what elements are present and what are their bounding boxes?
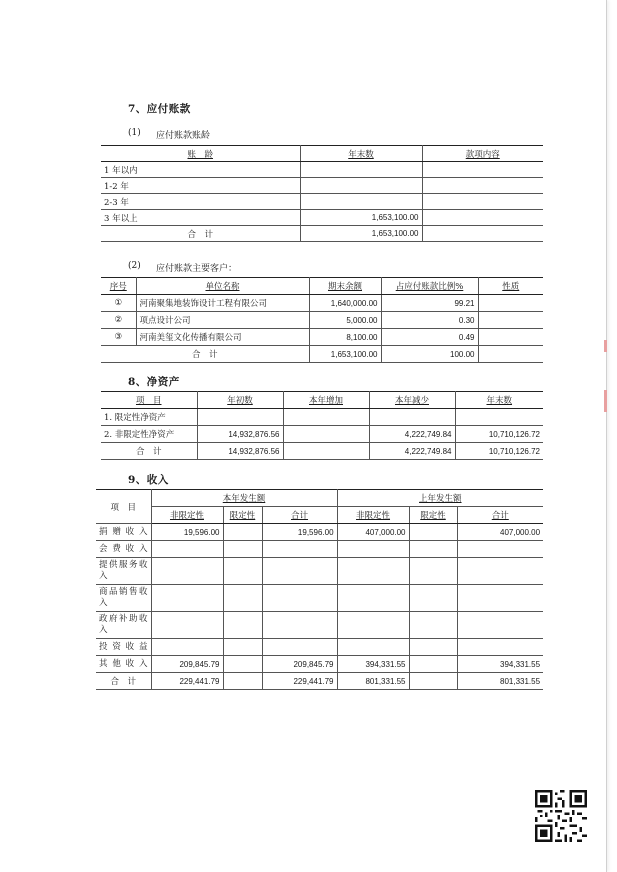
cell [262, 612, 337, 639]
cell: 801,331.55 [457, 673, 543, 690]
cell: 合 计 [101, 226, 300, 242]
table-row [101, 426, 543, 443]
column-header: 合计 [262, 507, 337, 524]
row-label: 合 计 [96, 673, 151, 690]
row-label: 商品销售收入 [96, 585, 151, 612]
cell: 100.00 [381, 346, 478, 363]
column-header: 本年增加 [283, 392, 369, 409]
cell: 99.21 [381, 295, 478, 312]
column-header: 项 目 [101, 392, 197, 409]
cell [337, 639, 409, 656]
total-row [101, 346, 543, 363]
cell: 1,640,000.00 [309, 295, 381, 312]
cell: 0.30 [381, 312, 478, 329]
cell [478, 295, 543, 312]
column-header: 年末数 [455, 392, 543, 409]
cell: 1,653,100.00 [309, 346, 381, 363]
column-header: 单位名称 [136, 278, 309, 295]
section-9-title: 9、收入 [128, 474, 169, 486]
column-header: 年初数 [197, 392, 283, 409]
cell [422, 226, 543, 242]
cell [409, 585, 457, 612]
column-group-header: 本年发生额 [151, 490, 337, 507]
cell [283, 409, 369, 426]
cell [337, 541, 409, 558]
cell [409, 673, 457, 690]
cell: 14,932,876.56 [197, 426, 283, 443]
table-header-row [101, 278, 543, 295]
cell [457, 639, 543, 656]
cell [409, 639, 457, 656]
cell [223, 524, 262, 541]
customers-table [101, 277, 543, 363]
row-label: 捐赠收入 [96, 524, 151, 541]
cell [300, 194, 422, 210]
cell [422, 194, 543, 210]
total-row [101, 443, 543, 460]
cell [478, 312, 543, 329]
cell [409, 524, 457, 541]
column-header: 非限定性 [151, 507, 223, 524]
table-header-row [96, 490, 543, 507]
cell: 229,441.79 [262, 673, 337, 690]
cell: 河南聚集地装饰设计工程有限公司 [136, 295, 309, 312]
table-row [96, 558, 543, 585]
cell: 407,000.00 [337, 524, 409, 541]
table-row [96, 612, 543, 639]
table-row [101, 194, 543, 210]
column-group-header: 上年发生额 [337, 490, 543, 507]
cell [223, 585, 262, 612]
cell [151, 541, 223, 558]
table-row [101, 312, 543, 329]
table-row [101, 295, 543, 312]
table-row [101, 162, 543, 178]
table-row [101, 178, 543, 194]
section-7-sub1-title: 应付账款账龄 [156, 131, 211, 141]
cell [283, 443, 369, 460]
cell: 1. 限定性净资产 [101, 409, 197, 426]
cell: ② [101, 312, 136, 329]
cell [197, 409, 283, 426]
table-row [96, 541, 543, 558]
cell [151, 585, 223, 612]
cell: 2. 非限定性净资产 [101, 426, 197, 443]
column-header: 期末余额 [309, 278, 381, 295]
cell: 合 计 [101, 346, 309, 363]
table-subheader-row [96, 507, 543, 524]
cell: ① [101, 295, 136, 312]
cell [223, 612, 262, 639]
cell: 209,845.79 [262, 656, 337, 673]
cell [409, 656, 457, 673]
table-row [101, 210, 543, 226]
row-label: 政府补助收入 [96, 612, 151, 639]
table-row [96, 639, 543, 656]
table-header-row [101, 146, 543, 162]
cell [337, 558, 409, 585]
table-row [96, 585, 543, 612]
column-header: 款项内容 [422, 146, 543, 162]
seal-edge-mark [604, 340, 607, 352]
column-header: 序号 [101, 278, 136, 295]
total-row [96, 673, 543, 690]
cell: 1 年以内 [101, 162, 300, 178]
aging-table [101, 145, 543, 242]
column-header: 性质 [478, 278, 543, 295]
cell: 801,331.55 [337, 673, 409, 690]
table-row [96, 524, 543, 541]
cell [283, 426, 369, 443]
cell: 0.49 [381, 329, 478, 346]
cell [478, 329, 543, 346]
section-7-sub2-title: 应付账款主要客户： [156, 264, 238, 274]
cell [457, 541, 543, 558]
cell: 14,932,876.56 [197, 443, 283, 460]
cell: 1,653,100.00 [300, 226, 422, 242]
row-label: 投资收益 [96, 639, 151, 656]
cell: 4,222,749.84 [369, 426, 455, 443]
table-row [101, 409, 543, 426]
cell [223, 639, 262, 656]
cell: 10,710,126.72 [455, 443, 543, 460]
column-header: 合计 [457, 507, 543, 524]
cell [409, 541, 457, 558]
net-assets-table [101, 391, 543, 460]
row-label: 提供服务收入 [96, 558, 151, 585]
cell [300, 178, 422, 194]
column-header: 本年减少 [369, 392, 455, 409]
cell [223, 673, 262, 690]
cell [151, 612, 223, 639]
cell: 19,596.00 [262, 524, 337, 541]
section-8-title: 8、净资产 [128, 376, 180, 388]
cell [262, 639, 337, 656]
cell: 407,000.00 [457, 524, 543, 541]
cell [457, 585, 543, 612]
cell: 10,710,126.72 [455, 426, 543, 443]
section-7-title: 7、应付账款 [128, 103, 191, 115]
table-row [96, 656, 543, 673]
cell: 4,222,749.84 [369, 443, 455, 460]
cell [478, 346, 543, 363]
qr-code-icon [535, 790, 587, 842]
cell: 394,331.55 [337, 656, 409, 673]
cell [337, 585, 409, 612]
cell [337, 612, 409, 639]
column-header: 账 龄 [101, 146, 300, 162]
cell [422, 178, 543, 194]
cell: 209,845.79 [151, 656, 223, 673]
cell [457, 612, 543, 639]
table-header-row [101, 392, 543, 409]
cell: 5,000.00 [309, 312, 381, 329]
cell: 合 计 [101, 443, 197, 460]
cell [223, 558, 262, 585]
row-label: 会费收入 [96, 541, 151, 558]
row-label: 其他收入 [96, 656, 151, 673]
total-row [101, 226, 543, 242]
cell [409, 612, 457, 639]
cell: 2-3 年 [101, 194, 300, 210]
cell: 394,331.55 [457, 656, 543, 673]
table-row [101, 329, 543, 346]
cell [422, 162, 543, 178]
seal-edge-mark [604, 390, 607, 412]
section-7-sub2-num: (2) [128, 261, 141, 271]
cell [369, 409, 455, 426]
cell [223, 656, 262, 673]
cell [151, 558, 223, 585]
cell [151, 639, 223, 656]
cell: 19,596.00 [151, 524, 223, 541]
cell [262, 558, 337, 585]
cell [262, 541, 337, 558]
cell [457, 558, 543, 585]
cell: 3 年以上 [101, 210, 300, 226]
cell [223, 541, 262, 558]
column-header: 限定性 [223, 507, 262, 524]
income-table [96, 489, 543, 690]
cell [455, 409, 543, 426]
column-header: 限定性 [409, 507, 457, 524]
cell [409, 558, 457, 585]
cell: 1,653,100.00 [300, 210, 422, 226]
section-7-sub1-num: (1) [128, 128, 141, 138]
column-header: 非限定性 [337, 507, 409, 524]
column-header: 占应付账款比例% [381, 278, 478, 295]
cell [422, 210, 543, 226]
cell [262, 585, 337, 612]
cell: 河南美玺文化传播有限公司 [136, 329, 309, 346]
cell [300, 162, 422, 178]
column-header: 年末数 [300, 146, 422, 162]
cell: 8,100.00 [309, 329, 381, 346]
cell: 1-2 年 [101, 178, 300, 194]
cell: ③ [101, 329, 136, 346]
column-header: 项 目 [96, 490, 151, 524]
cell: 项点设计公司 [136, 312, 309, 329]
cell: 229,441.79 [151, 673, 223, 690]
